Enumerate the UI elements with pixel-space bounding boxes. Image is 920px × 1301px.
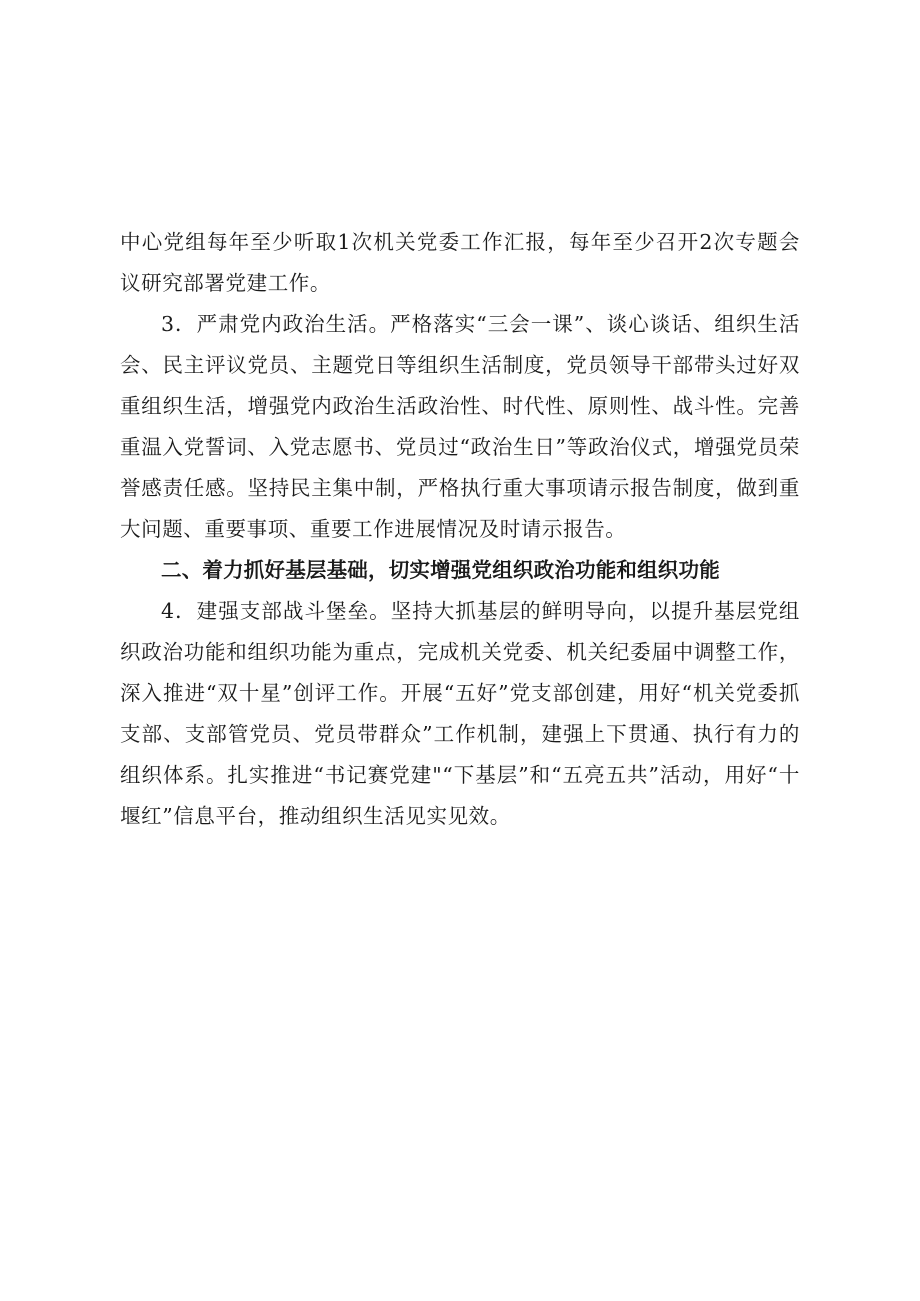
paragraph-continuation: 中心党组每年至少听取1次机关党委工作汇报，每年至少召开2次专题会议研究部署党建工作。	[120, 230, 800, 295]
document-body	[120, 222, 800, 837]
section-heading-2: 二、着力抓好基层基础，切实增强党组织政治功能和组织功能	[161, 558, 720, 582]
paragraph-item-3: 3．严肃党内政治生活。严格落实“三会一课”、谈心谈话、组织生活会、民主评议党员、主题党日等组织生活制度，党员领导干部带头过好双重组织生活，增强党内政治生活政治性、时代性、原则性、战斗性。完善重温入党誓词、入党志愿书、党员过“政治生日”等政治仪式，增强党员荣誉感责任感。坚持民主集中制，严格执行重大事项请示报告制度，做到重大问题、重要事项、重要工作进展情况及时请示报告。	[120, 312, 800, 541]
paragraph-item-4: 4．建强支部战斗堡垒。坚持大抓基层的鲜明导向，以提升基层党组织政治功能和组织功能为重点，完成机关党委、机关纪委届中调整工作，深入推进“双十星”创评工作。开展“五好”党支部创建，用好“机关党委抓支部、支部管党员、党员带群众”工作机制，建强上下贯通、执行有力的组织体系。扎实推进“书记赛党建"“下基层”和“五亮五共”活动，用好“十堰红”信息平台，推动组织生活见实见效。	[120, 599, 800, 828]
